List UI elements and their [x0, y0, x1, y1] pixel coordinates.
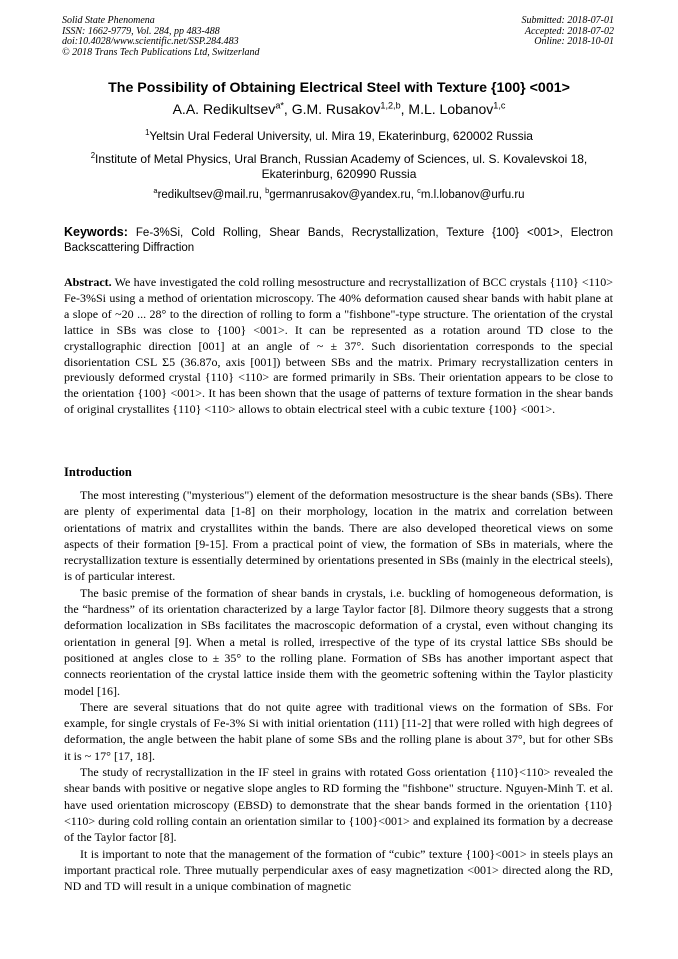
affiliation-mark: 2 — [90, 151, 96, 160]
author-list: A.A. Redikultsev$^{a*}$, G.M. Rusakov$^{1,2,b}$, M.L. Lobanov$^{1,c}$ — [172, 100, 506, 117]
author-name: M.L. Lobanov — [408, 101, 494, 117]
journal-copyright: © 2018 Trans Tech Publications Ltd, Switzerland — [62, 46, 260, 58]
affiliation-1 — [60, 129, 618, 144]
affiliation-mark: 1 — [145, 128, 150, 137]
journal-info — [62, 16, 260, 58]
abstract — [64, 275, 613, 418]
author-affiliation-mark: 1,c — [493, 100, 506, 111]
affiliation-text: Institute of Metal Physics, Ural Branch, Russian Academy of Sciences, ul. S. Kovalevskoi 18, Ekaterinburg, 620990 Russia — [95, 152, 588, 181]
date-online: Online: 2018-10-01 — [534, 36, 614, 47]
paragraph: The basic premise of the formation of shear bands in crystals, i.e. buckling of homogeneous deformation, is the “hardness” of its orientation characterized by a large Taylor factor [8]. Dilmore theory suggests that a strong deformation localization in SBs facilitates the macroscopic deformation of a crystal, even without changing its orientation in general [9]. When a metal is rolled, irrespective of the type of its crystal lattice SBs should be positioned at angles close to ± 35° to the rolling plane. Formation of SBs has another important aspect that connects reorientation of the crystal lattice inside them with the geometric softening within the Taylor plasticity model [16]. — [64, 585, 613, 698]
email-mark: b — [265, 186, 270, 196]
affiliation-text: Yeltsin Ural Federal University, ul. Mira 19, Ekaterinburg, 620002 Russia — [149, 129, 533, 143]
abstract-label: Abstract. — [64, 275, 112, 289]
introduction-body — [64, 487, 613, 894]
affiliation-2 — [60, 152, 618, 182]
keywords-label: Keywords: — [64, 225, 128, 239]
author-affiliation-mark: a* — [275, 100, 284, 111]
email-link[interactable]: redikultsev@mail.ru — [157, 189, 259, 201]
email-mark: a — [153, 186, 158, 196]
paragraph: The most interesting ("mysterious") element of the deformation mesostructure is the shear bands (SBs). There are plenty of experimental data [1-8] on their morphology, location in the matrix and correlation between orientations of matrix and crystallites within the bands. There are also developed theoretical views on some aspects of their formation [9-15]. From a practical point of view, the formation of SBs in materials, where the recrystallization texture is essentially determined by orientations presented in SBs (mainly in the electrical steels), is of particular interest. — [64, 488, 613, 584]
journal-issn: ISSN: 1662-9779, Vol. 284, pp 483-488 — [62, 25, 220, 37]
paragraph: There are several situations that do not quite agree with traditional views on the formation of SBs. For example, for single crystals of Fe-3% Si with initial orientation (111) [11-2] that were rolled with high degrees of deformation, the angle between the habit plane of some SBs and the rolling plane is about 37°, but for other SBs it is ~ 17° [17, 18]. — [64, 699, 613, 763]
keywords — [64, 225, 613, 256]
section-heading-introduction: Introduction — [64, 465, 132, 479]
date-submitted: Submitted: 2018-07-01 — [521, 15, 614, 26]
keywords-text: Fe-3%Si, Cold Rolling, Shear Bands, Recrystallization, Texture {100} <001>, Electron Backscattering Diffraction — [64, 227, 613, 254]
journal-doi: doi:10.4028/www.scientific.net/SSP.284.483 — [62, 36, 239, 47]
paragraph: The study of recrystallization in the IF steel in grains with rotated Goss orientation {110}<110> revealed the shear bands with positive or negative slope angles to RD forming the "fishbone" structure. Nguyen-Minh T. et al. have used orientation microscopy (EBSD) to demonstrate that the shear bands formed in the orientation {110}<110> during cold rolling contain an orientation similar to {100}<001> and explained its formation by a decrease of the Taylor factor [8]. — [64, 765, 613, 845]
author-name: A.A. Redikultsev — [172, 101, 276, 117]
email-link[interactable]: germanrusakov@yandex.ru — [269, 189, 411, 201]
email-link[interactable]: m.l.lobanov@urfu.ru — [420, 189, 525, 201]
author-affiliation-mark: 1,2,b — [380, 100, 401, 111]
abstract-text: We have investigated the cold rolling mesostructure and recrystallization of BCC crystals {110} <110> Fe-3%Si using a method of orientation microscopy. The 40% deformation caused shear bands with habit plane at a slope of ~20 ... 28° to the direction of rolling to form a "fishbone"-type structure. The orientation of the crystal lattice in SBs was close to {100} <001>. It can be represented as a rotation around TD close to the crystallographic direction [001] at an angle of ~ ± 37°. Such disorientation corresponds to the special disorientation CSL Σ5 (36.87o, axis [001]) between SBs and the matrix. Primary recrystallization centers in previously deformed crystal {110} <110> are formed primarily in SBs. Their orientation appears to be close to the orientation {100} <001>. It has been shown that the usage of patterns of texture formation in the shear bands of original crystallites {110} <110> allows to obtain electrical steel with a cubic texture {100} <001>. — [64, 275, 613, 417]
publication-dates — [522, 16, 615, 48]
email-mark: c — [417, 186, 421, 196]
date-accepted: Accepted: 2018-07-02 — [524, 25, 614, 37]
paper-title: The Possibility of Obtaining Electrical Steel with Texture {100} <001> — [108, 80, 570, 96]
author-emails: $^a$redikultsev@mail.ru, $^b$germanrusakov@yandex.ru, $^c$m.l.lobanov@urfu.ru — [153, 186, 525, 201]
paragraph: It is important to note that the management of the formation of “cubic” texture {100}<001> in steels plays an important practical role. Three mutually perpendicular axes of easy magnetization <001> directed along the RD, ND and TD will result in a unique combination of magnetic — [64, 846, 613, 894]
author-name: G.M. Rusakov — [291, 101, 381, 117]
journal-name: Solid State Phenomena — [62, 15, 155, 26]
